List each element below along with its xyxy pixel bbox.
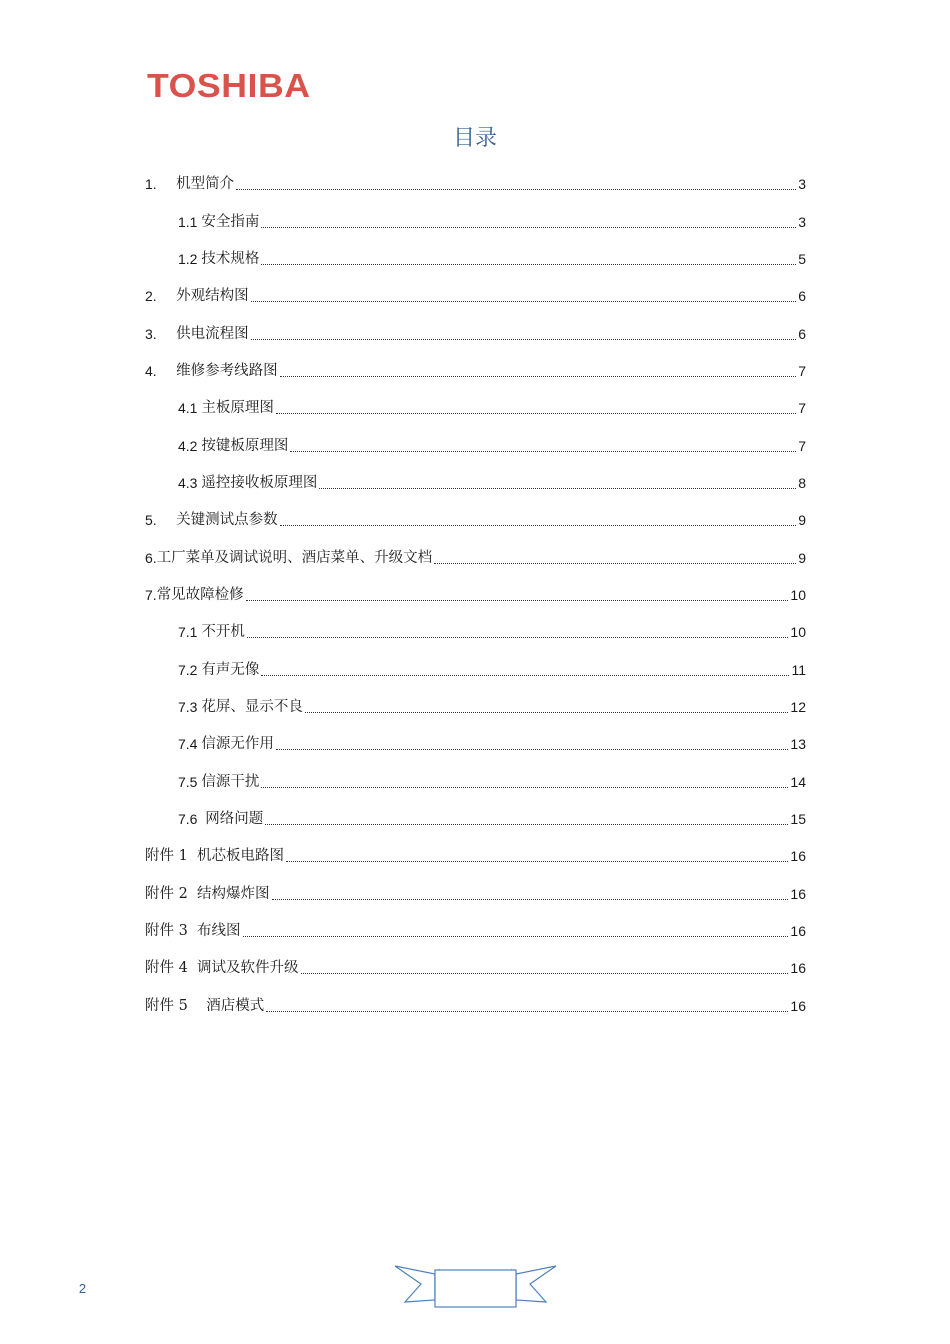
toc-entry-4[interactable] <box>145 359 806 381</box>
toc-number: 3. <box>145 326 177 342</box>
toc-number: 6. <box>145 550 157 566</box>
toc-entry-appendix-1[interactable] <box>145 844 806 866</box>
toc-entry-2[interactable] <box>145 284 806 306</box>
toc-number: 1.2 <box>178 251 202 267</box>
toc-label: 网络问题 <box>205 811 264 827</box>
toc-entry-6[interactable] <box>145 546 806 568</box>
toc-page: 7 <box>798 438 806 454</box>
toc-entry-4-2[interactable] <box>178 434 806 456</box>
toc-label: 常见故障检修 <box>156 587 244 603</box>
toc-number: 4. <box>145 363 177 379</box>
toc-label: 附件 5 酒店模式 <box>145 998 265 1014</box>
toc-page: 3 <box>798 214 806 230</box>
dot-leader <box>261 264 796 265</box>
toc-page: 7 <box>798 363 806 379</box>
toc-entry-7-6[interactable] <box>178 807 806 829</box>
dot-leader <box>286 861 788 862</box>
dot-leader <box>247 637 789 638</box>
toc-label: 信源干扰 <box>201 774 260 790</box>
toc-label: 有声无像 <box>201 662 260 678</box>
dot-leader <box>236 189 796 190</box>
toc-entry-7-4[interactable] <box>178 732 806 754</box>
toc-page: 6 <box>798 288 806 304</box>
toc-entry-5[interactable] <box>145 508 806 530</box>
dot-leader <box>261 675 789 676</box>
toc-entry-7-2[interactable] <box>178 658 806 680</box>
toc-entry-7-5[interactable] <box>178 770 806 792</box>
toc-page: 5 <box>798 251 806 267</box>
toc-label: 附件 3 布线图 <box>145 923 241 939</box>
toc-entry-appendix-2[interactable] <box>145 882 806 904</box>
dot-leader <box>301 973 789 974</box>
dot-leader <box>305 712 789 713</box>
toc-page: 16 <box>790 886 806 902</box>
toc-page: 8 <box>798 475 806 491</box>
toc-label: 外观结构图 <box>176 288 249 304</box>
toc-page: 16 <box>790 923 806 939</box>
toc-number: 7. <box>145 587 157 603</box>
toc-page: 16 <box>790 998 806 1014</box>
dot-leader <box>251 339 797 340</box>
toshiba-logo: TOSHIBA <box>147 67 311 104</box>
toc-entry-1[interactable] <box>145 172 806 194</box>
toc-page: 10 <box>790 624 806 640</box>
toc-number: 2. <box>145 288 177 304</box>
toc-label: 不开机 <box>201 624 245 640</box>
toc-label: 按键板原理图 <box>201 438 289 454</box>
toc-label: 附件 4 调试及软件升级 <box>145 960 299 976</box>
dot-leader <box>276 749 789 750</box>
toc-number: 7.1 <box>178 624 202 640</box>
toc-label: 附件 2 结构爆炸图 <box>145 886 270 902</box>
toc-label: 附件 1 机芯板电路图 <box>145 848 285 864</box>
toc-label: 安全指南 <box>201 214 260 230</box>
toc-number: 4.3 <box>178 475 202 491</box>
toc-number: 7.4 <box>178 736 202 752</box>
toc-label: 遥控接收板原理图 <box>201 475 318 491</box>
toc-entry-appendix-5[interactable] <box>145 994 806 1016</box>
toc-label: 维修参考线路图 <box>176 363 278 379</box>
dot-leader <box>246 600 789 601</box>
dot-leader <box>280 525 797 526</box>
dot-leader <box>280 376 797 377</box>
toc-page: 7 <box>798 400 806 416</box>
page-number-ribbon <box>393 1262 558 1310</box>
toc-entry-4-1[interactable] <box>178 396 806 418</box>
dot-leader <box>251 301 797 302</box>
toc-number: 5. <box>145 512 177 528</box>
toc-number: 7.5 <box>178 774 202 790</box>
toc-page: 15 <box>790 811 806 827</box>
dot-leader <box>261 227 796 228</box>
dot-leader <box>290 451 796 452</box>
toc-entry-7-1[interactable] <box>178 620 806 642</box>
dot-leader <box>243 936 789 937</box>
toc-entry-3[interactable] <box>145 322 806 344</box>
toc-number: 4.1 <box>178 400 202 416</box>
page-number: 2 <box>78 1281 87 1296</box>
dot-leader <box>434 563 796 564</box>
toc-label: 机型简介 <box>176 176 235 192</box>
dot-leader <box>319 488 796 489</box>
toc-page: 12 <box>790 699 806 715</box>
toc-page: 16 <box>790 848 806 864</box>
toc-page: 11 <box>791 662 806 678</box>
toc-title: 目录 <box>452 126 497 151</box>
toc-label: 主板原理图 <box>201 400 274 416</box>
toc-entry-4-3[interactable] <box>178 471 806 493</box>
dot-leader <box>276 413 796 414</box>
toc-label: 信源无作用 <box>201 736 274 752</box>
toc-number: 4.2 <box>178 438 202 454</box>
toc-number: 1.1 <box>178 214 202 230</box>
toc-entry-1-1[interactable] <box>178 210 806 232</box>
ribbon-left-tail <box>395 1266 435 1302</box>
toc-label: 供电流程图 <box>176 326 249 342</box>
toc-page: 13 <box>790 736 806 752</box>
toc-entry-appendix-4[interactable] <box>145 956 806 978</box>
toc-label: 花屏、显示不良 <box>201 699 303 715</box>
dot-leader <box>265 824 788 825</box>
toc-number: 7.2 <box>178 662 202 678</box>
toc-label: 关键测试点参数 <box>176 512 278 528</box>
toc-page: 14 <box>790 774 806 790</box>
toc-page: 9 <box>798 512 806 528</box>
toc-label: 工厂菜单及调试说明、酒店菜单、升级文档 <box>156 550 433 566</box>
dot-leader <box>266 1011 788 1012</box>
ribbon-center <box>435 1270 516 1307</box>
toc-number: 7.6 <box>178 811 206 827</box>
toc-entry-appendix-3[interactable] <box>145 919 806 941</box>
dot-leader <box>261 787 788 788</box>
dot-leader <box>272 899 789 900</box>
toc-label: 技术规格 <box>201 251 260 267</box>
toc-page: 16 <box>790 960 806 976</box>
toc-page: 10 <box>790 587 806 603</box>
toc-number: 7.3 <box>178 699 202 715</box>
toc-entry-1-2[interactable] <box>178 247 806 269</box>
toc-page: 9 <box>798 550 806 566</box>
ribbon-right-tail <box>516 1266 556 1302</box>
toc-number: 1. <box>145 176 177 192</box>
toc-page: 6 <box>798 326 806 342</box>
toc-page: 3 <box>798 176 806 192</box>
toc-entry-7[interactable] <box>145 583 806 605</box>
toc-entry-7-3[interactable] <box>178 695 806 717</box>
